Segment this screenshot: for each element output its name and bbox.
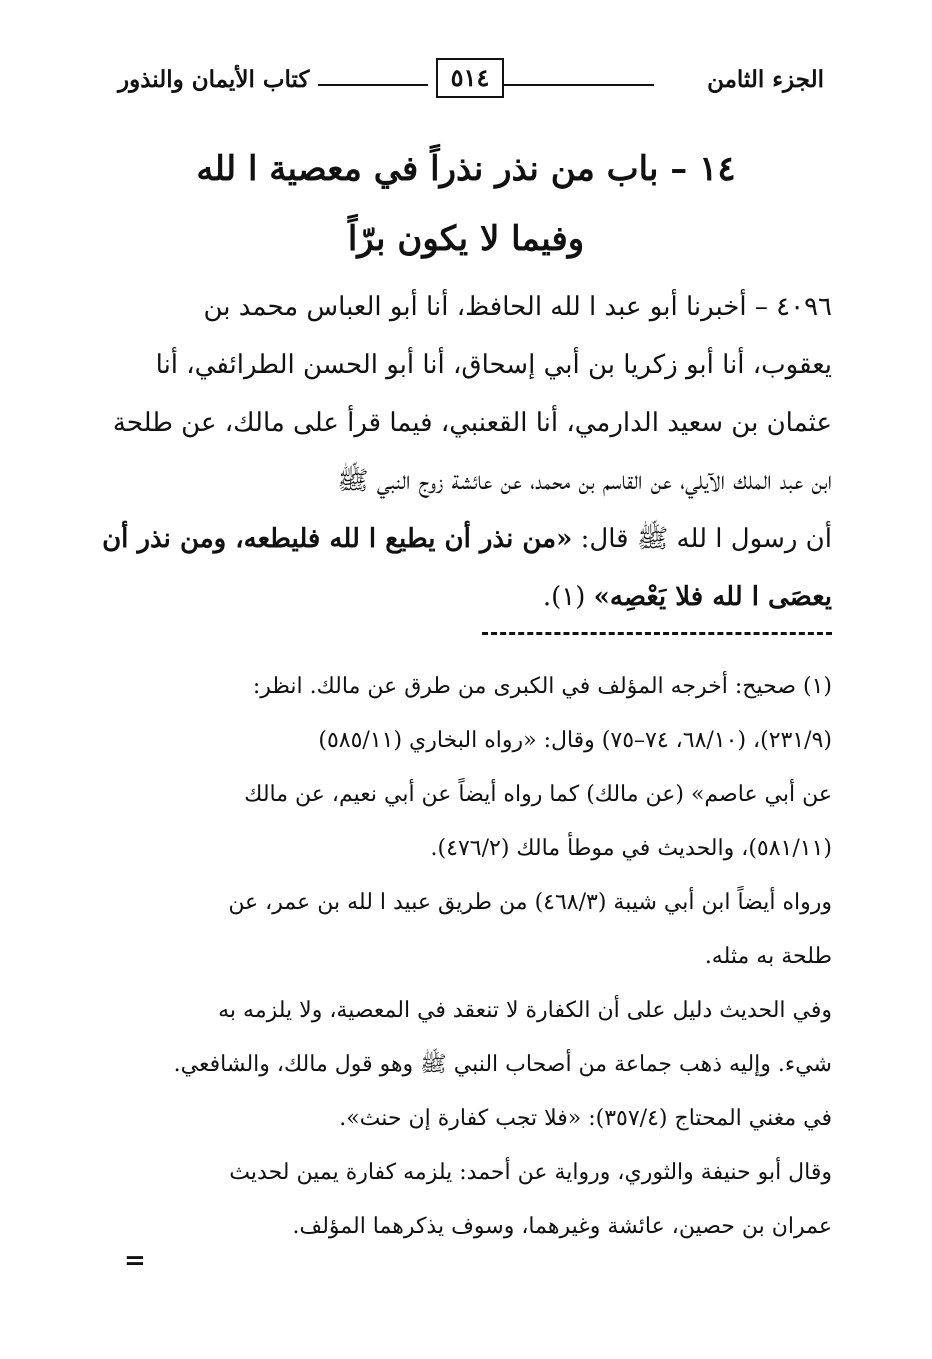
footnote-line: (٢٣١/٩)، (٦٨/١٠، ٧٤–٧٥) وقال: «رواه البخاري (٥٨٥/١١): [318, 728, 832, 753]
header-rule-right: [504, 84, 654, 86]
footnote-reference: (١).: [542, 582, 594, 612]
hadith-line: [98, 568, 832, 626]
hadith-line: يعقوب، أنا أبو زكريا بن أبي إسحاق، أنا أبو الحسن الطرائفي، أنا: [155, 350, 832, 380]
volume-label: الجزء الثامن: [707, 66, 824, 93]
footnote-line: (١) صحيح: أخرجه المؤلف في الكبرى من طرق عن مالك. انظر:: [252, 674, 832, 699]
chapter-heading: [150, 134, 782, 274]
footnote-line: (٥٨١/١١)، والحديث في موطأ مالك (٤٧٦/٢).: [430, 836, 832, 861]
hadith-line: ٤٠٩٦ – أخبرنا أبو عبد ا لله الحافظ، أنا أبو العباس محمد بن: [203, 292, 832, 322]
hadith-line: [98, 510, 832, 568]
footnote-line: وقال أبو حنيفة والثوري، ورواية عن أحمد: يلزمه كفارة يمين لحديث: [229, 1160, 832, 1185]
footnote-separator: [482, 632, 832, 635]
hadith-line: عثمان بن سعيد الدارمي، أنا القعنبي، فيما قرأ على مالك، عن طلحة: [112, 408, 832, 438]
running-header: [118, 58, 824, 108]
prophetic-saying-end: يعصَى ا لله فلا يَعْصِه»: [593, 582, 832, 612]
footnote-line: عن أبي عاصم» (عن مالك) كما رواه أيضاً عن أبي نعيم، عن مالك: [244, 782, 832, 807]
chapter-heading-line-2: وفيما لا يكون برّاً: [347, 219, 585, 259]
chapter-heading-line-1: ١٤ – باب من نذر نذراً في معصية ا لله: [196, 149, 736, 189]
prophetic-saying: «من نذر أن يطيع ا لله فليطعه، ومن نذر أن: [102, 524, 573, 554]
hadith-text: [98, 278, 832, 626]
hadith-line-plain: أن رسول ا لله ﷺ قال:: [572, 524, 832, 554]
footnote-line: عمران بن حصين، عائشة وغيرهما، وسوف يذكرهما المؤلف.: [292, 1214, 832, 1239]
footnote-line: ورواه أيضاً ابن أبي شيبة (٤٦٨/٣) من طريق عبيد ا لله بن عمر، عن: [228, 890, 832, 915]
page-number: ٥١٤: [436, 58, 504, 98]
footnote-line: طلحة به مثله.: [704, 944, 832, 969]
header-rule-left: [318, 84, 428, 86]
footnotes: [98, 660, 832, 1254]
footnote-line: شيء. وإليه ذهب جماعة من أصحاب النبي ﷺ وهو قول مالك، والشافعي.: [173, 1052, 832, 1077]
continuation-mark: =: [124, 1246, 146, 1276]
hadith-line: ابن عبد الملك الآيلي، عن القاسم بن محمد، عن عائشة زوج النبي ﷺ: [337, 466, 832, 496]
footnote-line: وفي الحديث دليل على أن الكفارة لا تنعقد في المعصية، ولا يلزمه به: [218, 998, 832, 1023]
book-title: كتاب الأيمان والنذور: [118, 66, 310, 93]
footnote-line: في مغني المحتاج (٣٥٧/٤): «فلا تجب كفارة إن حنث».: [339, 1106, 832, 1131]
